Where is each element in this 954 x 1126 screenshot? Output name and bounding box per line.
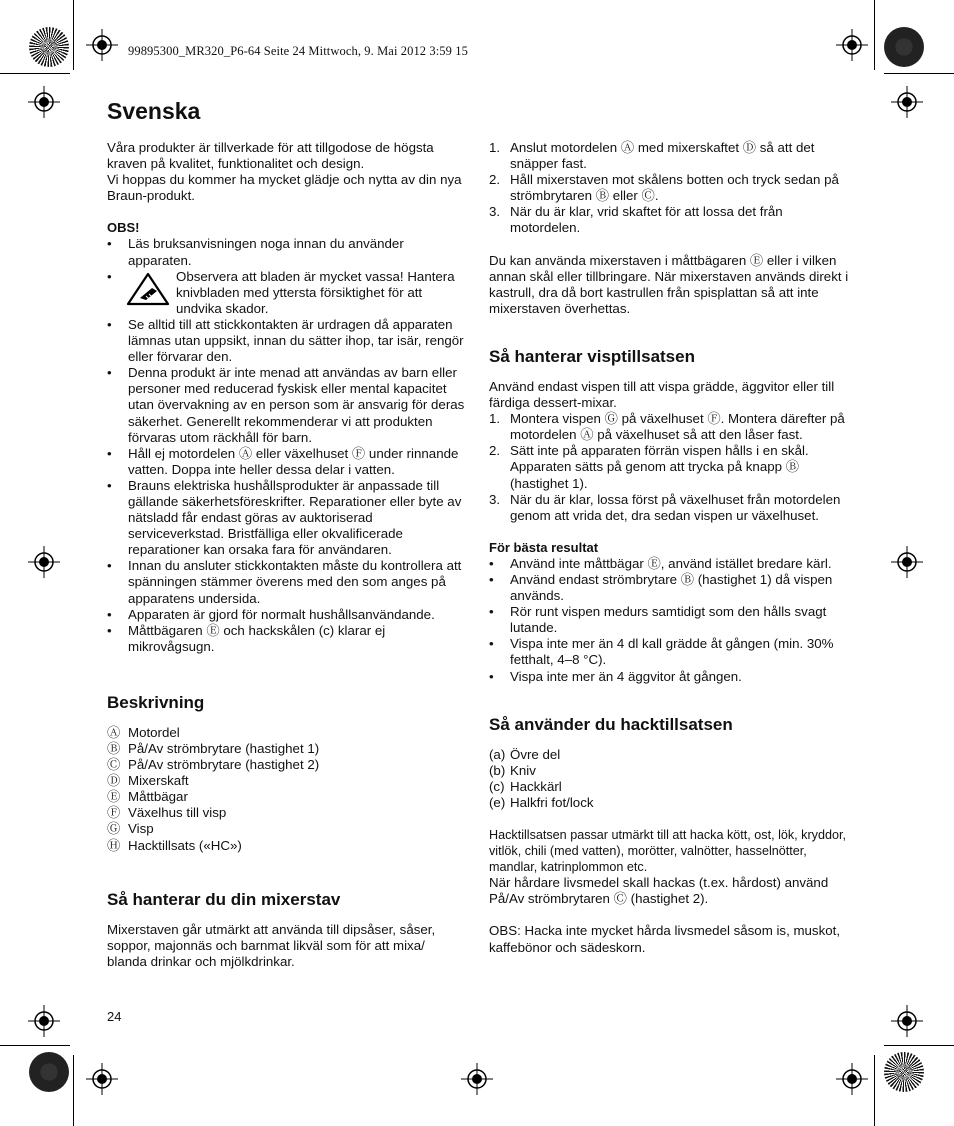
- step-item: 3. När du är klar, lossa först på växelhuset från motordelen genom att vrida det, dra sedan vispen ur växelhuset.: [489, 491, 841, 523]
- crop-mark: [874, 0, 875, 70]
- registration-mark: [28, 1005, 60, 1037]
- registration-mark: [28, 546, 60, 578]
- parts-list: [107, 725, 467, 854]
- registration-mark: [891, 1005, 923, 1037]
- crop-mark: [884, 1045, 954, 1046]
- list-item: • Brauns elektriska hushållsprodukter är anpassade till gällande säkerhetsföreskrifter. Reparationer eller byte av nätsladd får endast göras av auktoriserad serviceverkstad. Bristfälliga eller okvalificerade reparationer kan orsaka fara för användaren.: [107, 478, 467, 558]
- part-item: (c) Hackkärl: [489, 778, 562, 794]
- crop-mark: [73, 1055, 74, 1126]
- part-item: Ⓒ På/Av strömbrytare (hastighet 2): [107, 757, 320, 773]
- part-item: Ⓕ Växelhus till visp: [107, 805, 227, 821]
- list-item: • Denna produkt är inte menad att användas av barn eller personer med reducerad fyskisk eller mental kapacitet utan övervakning av en person som är ansvarig för deras säkerhet. Generellt rekommenderar vi att produkten förvaras utom räckhåll för barn.: [107, 365, 467, 445]
- crop-mark: [874, 1055, 875, 1126]
- mixer-steps: [489, 140, 851, 237]
- mixer-text: Mixerstaven går utmärkt att använda till dipsåser, såser, soppor, majonnäs och barnmat likväl som för att mixa/ blanda drinkar och mjölkdrinkar.: [107, 921, 436, 969]
- description-heading: Beskrivning: [107, 692, 205, 712]
- list-item: • Använd inte måttbägar Ⓔ, använd istället bredare kärl.: [489, 556, 851, 572]
- registration-mark: [891, 546, 923, 578]
- registration-mark: [28, 86, 60, 118]
- intro-text: Våra produkter är tillverkade för att tillgodose de högsta kraven på kvalitet, funktionalitet och design.: [107, 140, 434, 172]
- chopper-text: OBS: Hacka inte mycket hårda livsmedel såsom is, muskot, kaffebönor och sädeskorn.: [489, 923, 841, 955]
- whisk-intro: Använd endast vispen till att vispa grädde, äggvitor eller till färdiga dessert-mixar.: [489, 378, 835, 411]
- left-column: [107, 140, 467, 970]
- step-item: 1. Anslut motordelen Ⓐ med mixerskaftet Ⓓ så att det snäpper fast.: [489, 140, 815, 172]
- crop-mark: [884, 73, 954, 74]
- part-item: (e) Halkfri fot/lock: [489, 794, 594, 810]
- list-item: • Måttbägaren Ⓔ och hackskålen (c) klarar ej mikrovågsugn.: [107, 623, 467, 655]
- list-item: • Innan du ansluter stickkontakten måste du kontrollera att spänningen stämmer överens med den som anges på apparatens undersida.: [107, 558, 467, 606]
- list-item-warning: [107, 269, 467, 317]
- blade-warning-icon: [126, 272, 170, 306]
- list-item: • Läs bruksanvisningen noga innan du använder apparaten.: [107, 236, 467, 268]
- registration-mark: [836, 29, 868, 61]
- best-results-list: [489, 556, 851, 685]
- color-target-top-right: [884, 27, 924, 67]
- safety-list: [107, 236, 467, 654]
- part-item: Ⓗ Hacktillsats («HC»): [107, 837, 242, 853]
- registration-mark: [86, 29, 118, 61]
- crop-mark: [73, 0, 74, 70]
- list-item-text: Observera att bladen är mycket vassa! Hantera knivbladen med yttersta försiktighet för att undvika skador.: [176, 268, 455, 316]
- step-item: 3. När du är klar, vrid skaftet för att lossa det från motordelen.: [489, 204, 783, 236]
- step-item: 2. Sätt inte på apparaten förrän vispen hålls i en skål. Apparaten sätts på genom att trycka på knapp Ⓑ (hastighet 1).: [489, 443, 809, 491]
- chopper-text: När hårdare livsmedel skall hackas (t.ex. hårdost) använd På/Av strömbrytaren Ⓒ (hastighet 2).: [489, 875, 829, 907]
- registration-mark: [836, 1063, 868, 1095]
- chopper-parts-list: [489, 747, 851, 811]
- print-slug: 99895300_MR320_P6-64 Seite 24 Mittwoch, 9. Mai 2012 3:59 15: [128, 44, 468, 58]
- color-target-bottom-left: [29, 1052, 69, 1092]
- intro-text: Vi hoppas du kommer ha mycket glädje och nytta av din nya Braun-produkt.: [107, 172, 462, 204]
- list-item: • Vispa inte mer än 4 dl kall grädde åt gången (min. 30% fetthalt, 4–8 °C).: [489, 636, 851, 668]
- registration-mark: [86, 1063, 118, 1095]
- page-title: Svenska: [107, 98, 201, 124]
- right-column: [489, 140, 851, 956]
- color-target-top-left: [29, 27, 69, 67]
- crop-mark: [0, 1045, 70, 1046]
- part-item: (b) Kniv: [489, 762, 536, 778]
- step-item: 2. Håll mixerstaven mot skålens botten och tryck sedan på strömbrytaren Ⓑ eller Ⓒ.: [489, 172, 839, 204]
- list-item: • Håll ej motordelen Ⓐ eller växelhuset Ⓕ under rinnande vatten. Doppa inte heller dessa delar i vatten.: [107, 446, 467, 478]
- best-results-heading: För bästa resultat: [489, 539, 599, 555]
- part-item: Ⓓ Mixerskaft: [107, 773, 189, 789]
- whisk-heading: Så hanterar visptillsatsen: [489, 346, 695, 366]
- whisk-steps: [489, 411, 851, 524]
- chopper-text: Hacktillsatsen passar utmärkt till att hacka kött, ost, lök, kryddor, vitlök, chili (med vatten), morötter, valnötter, hasselnötter, mandlar, katrinplommon etc.: [489, 828, 846, 875]
- part-item: Ⓖ Visp: [107, 821, 154, 837]
- registration-mark: [891, 86, 923, 118]
- color-target-bottom-right: [884, 1052, 924, 1092]
- part-item: (a) Övre del: [489, 746, 561, 762]
- list-item: • Vispa inte mer än 4 äggvitor åt gången.: [489, 669, 851, 685]
- part-item: Ⓐ Motordel: [107, 724, 180, 740]
- page-number: 24: [107, 1009, 122, 1024]
- mixer-heading: Så hanterar du din mixerstav: [107, 889, 341, 909]
- list-item: • Rör runt vispen medurs samtidigt som den hålls svagt lutande.: [489, 604, 851, 636]
- part-item: Ⓔ Måttbägar: [107, 789, 188, 805]
- obs-heading: OBS!: [107, 220, 140, 236]
- chopper-heading: Så använder du hacktillsatsen: [489, 714, 733, 734]
- mixer-text-2: Du kan använda mixerstaven i måttbägaren Ⓔ eller i vilken annan skål eller tillbringare. När mixerstaven används direkt i kastrull, dra då bort kastrullen från spisplattan så att inte mixerstaven överhettas.: [489, 252, 849, 316]
- step-item: 1. Montera vispen Ⓖ på växelhuset Ⓕ. Montera därefter på motordelen Ⓐ på växelhuset så att den låser fast.: [489, 411, 845, 443]
- list-item: • Använd endast strömbrytare Ⓑ (hastighet 1) då vispen används.: [489, 572, 851, 604]
- part-item: Ⓑ På/Av strömbrytare (hastighet 1): [107, 741, 320, 756]
- registration-mark: [461, 1063, 493, 1095]
- list-item: • Apparaten är gjord för normalt hushållsanvändande.: [107, 607, 467, 623]
- list-item: • Se alltid till att stickkontakten är urdragen då apparaten lämnas utan uppsikt, innan du sätter ihop, tar isär, rengör eller förvarar den.: [107, 317, 467, 365]
- crop-mark: [0, 73, 70, 74]
